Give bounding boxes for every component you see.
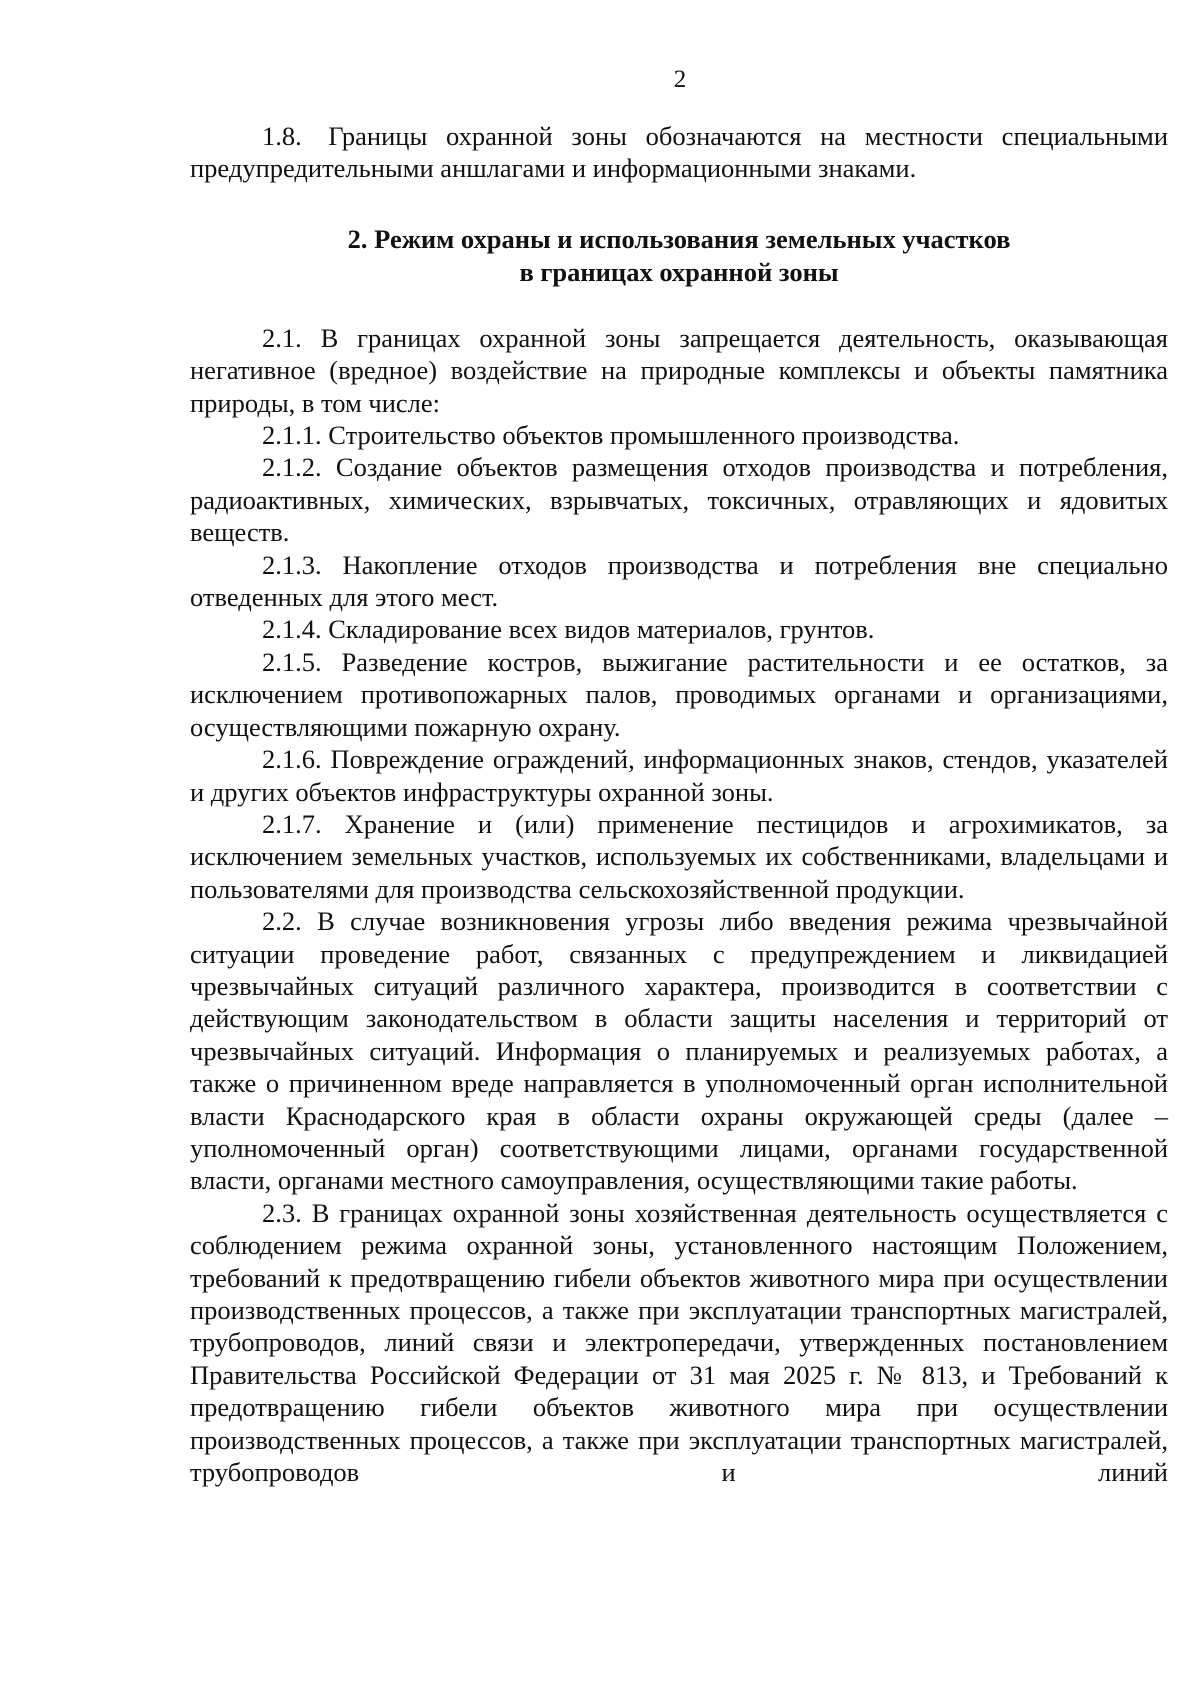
section-heading [190,223,1168,289]
document-body [190,120,1168,1488]
paragraph-2-1-4: 2.1.4. Складирование всех видов материалов, грунтов. [262,614,875,645]
section-heading-line-1: 2. Режим охраны и использования земельных участков [347,223,1011,254]
paragraph-2-1-5: 2.1.5. Разведение костров, выжигание растительности и ее остатков, за исключением противопожарных палов, проводимых органами и организациями, осуществляющими пожарную охрану. [190,646,1168,742]
paragraph-2-3: 2.3. В границах охранной зоны хозяйственная деятельность осуществляется с соблюдением режима охранной зоны, установленного настоящим Положением, требований к предотвращению гибели объектов животного мира при осуществлении производственных процессов, а также при эксплуатации транспортных магистралей, трубопроводов, линий связи и электропередачи, утвержденных постановлением Правительства Российской Федерации от 31 мая 2025 г. № 813, и Требований к предотвращению гибели объектов животного мира при осуществлении производственных процессов, а также при эксплуатации транспортных магистралей, трубопроводов и линий [190,1197,1168,1488]
paragraph-2-2: 2.2. В случае возникновения угрозы либо введения режима чрезвычайной ситуации проведение работ, связанных с предупреждением и ликвидацией чрезвычайных ситуаций различного характера, производится в соответствии с действующим законодательством в области защиты населения и территорий от чрезвычайных ситуаций. Информация о планируемых и реализуемых работах, а также о причиненном вреде направляется в уполномоченный орган исполнительной власти Краснодарского края в области охраны окружающей среды (далее – уполномоченный орган) соответствующими лицами, органами государственной власти, органами местного самоуправления, осуществляющими такие работы. [190,906,1168,1196]
page-number: 2 [673,66,687,93]
paragraph-2-1-1: 2.1.1. Строительство объектов промышленного производства. [262,420,960,451]
paragraph-2-1-2: 2.1.2. Создание объектов размещения отходов производства и потребления, радиоактивных, химических, взрывчатых, токсичных, отравляющих и ядовитых веществ. [190,452,1168,548]
paragraph-2-1-6: 2.1.6. Повреждение ограждений, информационных знаков, стендов, указателей и других объектов инфраструктуры охранной зоны. [190,744,1168,807]
spacer [190,289,1168,322]
paragraph-2-1-3: 2.1.3. Накопление отходов производства и потребления вне специально отведенных для этого мест. [190,549,1168,613]
paragraph-2-1: 2.1. В границах охранной зоны запрещается деятельность, оказывающая негативное (вредное) воздействие на природные комплексы и объекты памятника природы, в том числе: [190,322,1168,418]
section-heading-line-2: в границах охранной зоны [519,256,839,287]
paragraph-2-1-7: 2.1.7. Хранение и (или) применение пестицидов и агрохимикатов, за исключением земельных участков, используемых их собственниками, владельцами и пользователями для производства сельскохозяйственной продукции. [190,808,1168,904]
paragraph-1-8: 1.8. Границы охранной зоны обозначаются на местности специальными предупредительными аншлагами и информационными знаками. [190,121,1168,184]
